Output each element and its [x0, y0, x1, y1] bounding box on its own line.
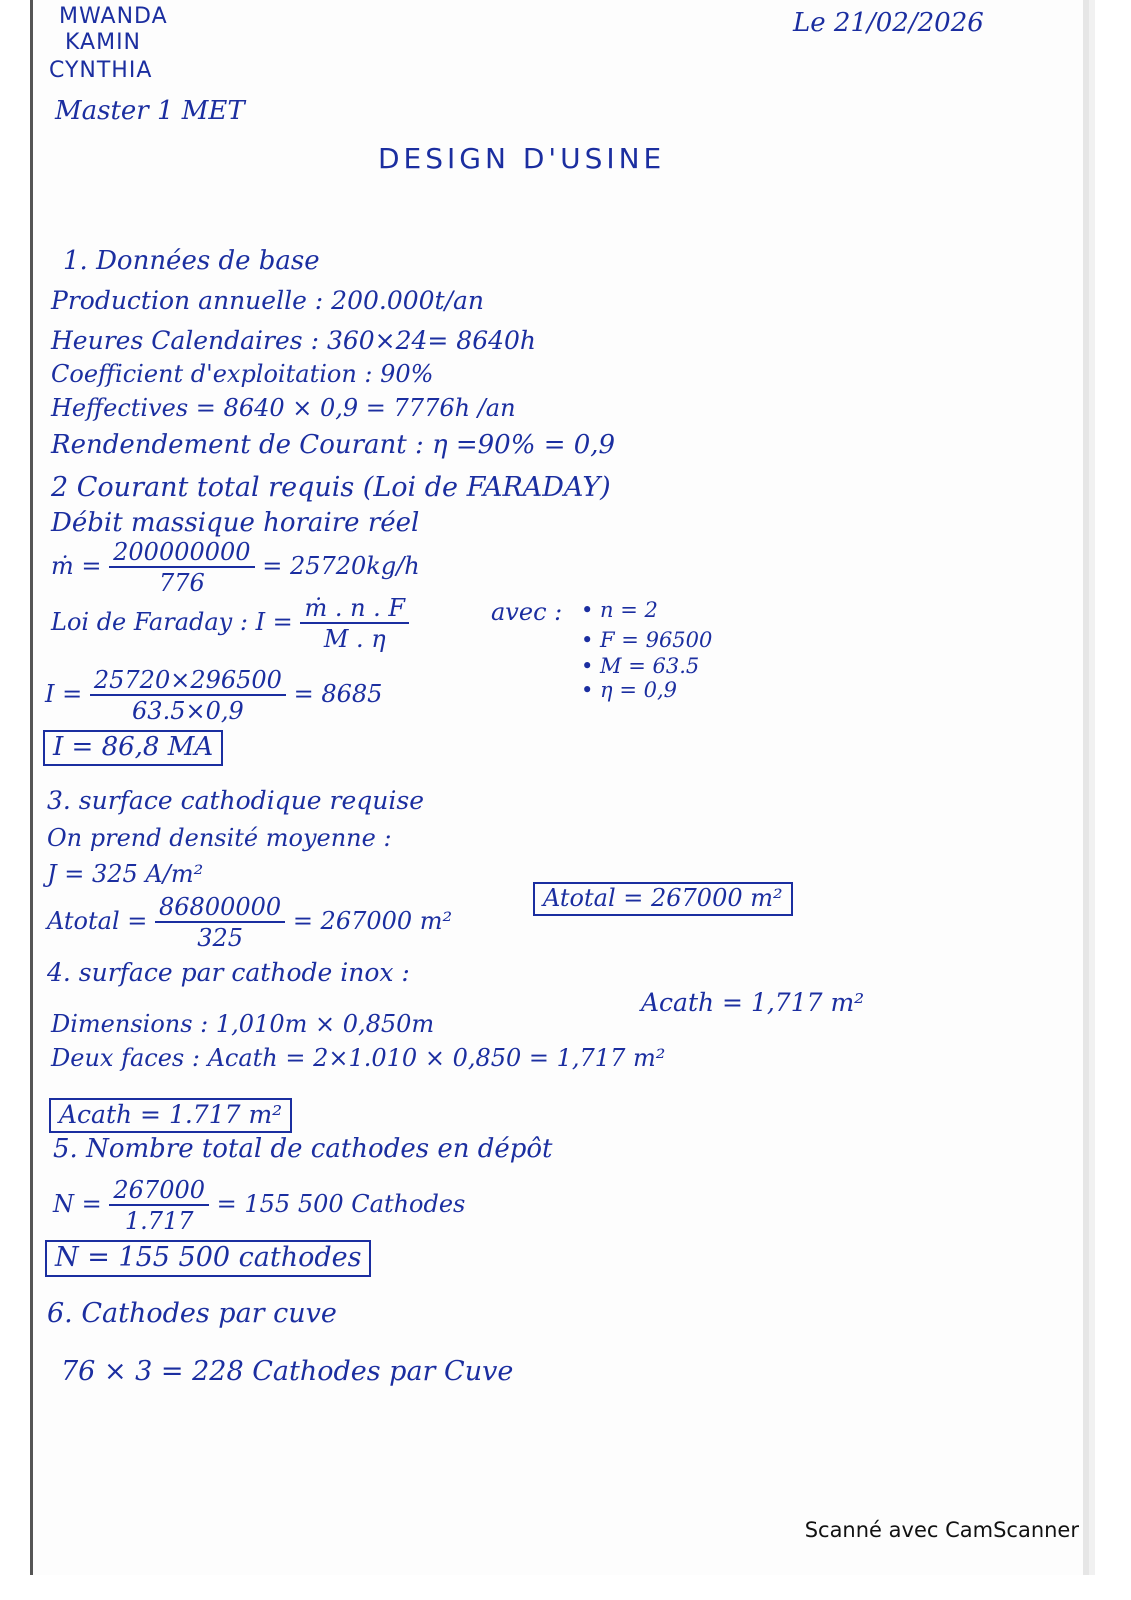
s2-faraday [51, 596, 409, 651]
author-line-3: CYNTHIA [49, 58, 153, 83]
s1-line-4: Heffectives = 8640 × 0,9 = 7776h /an [51, 394, 516, 422]
s2-m-lhs: ṁ = [51, 552, 102, 580]
s5-heading: 5. Nombre total de cathodes en dépôt [53, 1134, 553, 1164]
s2-faraday-lhs: Loi de Faraday : I = [51, 608, 293, 636]
s3-a-boxed: Atotal = 267000 m² [533, 882, 793, 916]
s2-m-num: 200000000 [109, 540, 254, 568]
s2-param-1: • n = 2 [581, 598, 658, 622]
s2-current [45, 668, 382, 723]
s6-line: 76 × 3 = 228 Cathodes par Cuve [61, 1356, 514, 1387]
s5-count [53, 1178, 465, 1233]
s2-faraday-num: ṁ . n . F [300, 596, 409, 624]
scanned-page [30, 0, 1083, 1575]
s6-heading: 6. Cathodes par cuve [47, 1298, 337, 1329]
s2-m-den: 776 [158, 569, 205, 597]
s1-line-3: Coefficient d'exploitation : 90% [51, 360, 434, 388]
s5-n-den: 1.717 [124, 1207, 194, 1235]
camscanner-watermark: Scanné avec CamScanner [804, 1518, 1079, 1542]
page-title: DESIGN D'USINE [378, 142, 666, 175]
s1-line-1: Production annuelle : 200.000t/an [51, 286, 485, 315]
s3-a-den: 325 [197, 924, 243, 952]
s2-mass-flow [51, 540, 420, 595]
s5-n-lhs: N = [53, 1190, 102, 1218]
s2-m-fraction [109, 540, 254, 595]
author-line-1: MWANDA [59, 4, 168, 29]
s3-density: J = 325 A/m² [47, 860, 204, 888]
s2-i-lhs: I = [45, 680, 83, 708]
s2-faraday-den: M . η [323, 625, 386, 653]
date: Le 21/02/2026 [793, 8, 984, 38]
s3-a-fraction [155, 895, 285, 950]
s2-i-num: 25720×296500 [90, 668, 286, 696]
s3-heading: 3. surface cathodique requise [47, 786, 425, 815]
s3-area [47, 895, 452, 950]
s2-i-result: = 8685 [293, 680, 383, 708]
s5-n-result: = 155 500 Cathodes [216, 1190, 466, 1218]
s5-boxed: N = 155 500 cathodes [45, 1240, 371, 1277]
s2-faraday-fraction [300, 596, 409, 651]
s2-param-4: • η = 0,9 [581, 678, 677, 702]
s3-line-1: On prend densité moyenne : [47, 824, 392, 852]
s2-avec: avec : [491, 598, 563, 626]
s2-param-2: • F = 96500 [581, 628, 713, 652]
author-line-4: Master 1 MET [55, 96, 245, 126]
s4-boxed: Acath = 1.717 m² [49, 1098, 292, 1133]
s2-heading: 2 Courant total requis (Loi de FARADAY) [51, 472, 611, 503]
s1-line-5: Rendendement de Courant : η =90% = 0,9 [51, 430, 616, 460]
s2-m-result: = 25720kg/h [262, 552, 420, 580]
s3-a-num: 86800000 [155, 895, 285, 923]
s3-a-lhs: Atotal = [47, 907, 148, 935]
s2-i-fraction [90, 668, 286, 723]
s5-n-num: 267000 [109, 1178, 209, 1206]
s2-i-boxed: I = 86,8 MA [43, 730, 223, 766]
s4-dims: Dimensions : 1,010m × 0,850m [51, 1010, 435, 1038]
s4-acath-side: Acath = 1,717 m² [641, 988, 865, 1017]
author-line-2: KAMIN [65, 30, 142, 55]
s2-i-den: 63.5×0,9 [132, 697, 244, 725]
s1-heading: 1. Données de base [63, 246, 320, 276]
s2-param-3: • M = 63.5 [581, 654, 700, 678]
s3-a-result: = 267000 m² [292, 907, 453, 935]
s5-n-fraction [109, 1178, 209, 1233]
s2-debit-label: Débit massique horaire réel [51, 508, 420, 538]
s4-faces: Deux faces : Acath = 2×1.010 × 0,850 = 1,717 m² [51, 1044, 666, 1072]
s1-line-2: Heures Calendaires : 360×24= 8640h [51, 326, 537, 355]
s4-heading: 4. surface par cathode inox : [47, 958, 410, 987]
